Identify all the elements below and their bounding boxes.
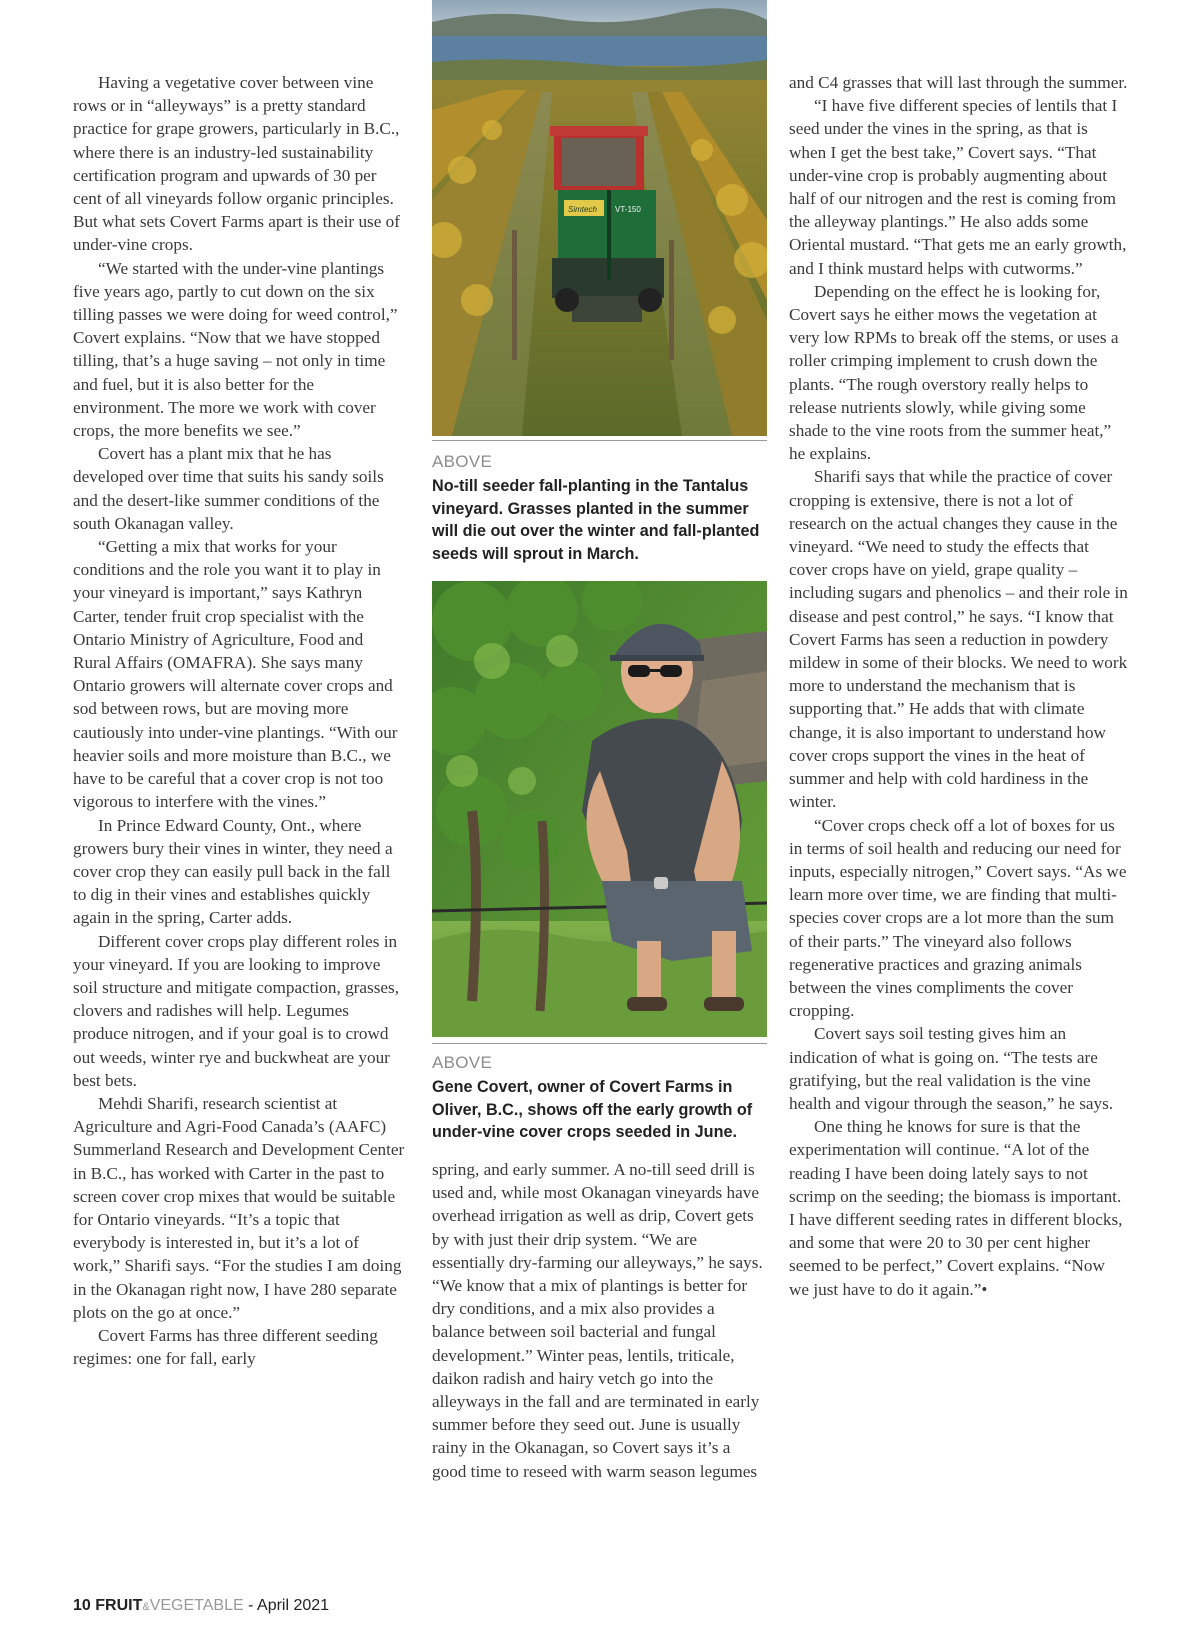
paragraph: One thing he knows for sure is that the experimentation will continue. “A lot of the reading I have been doing lately says to not scrimp on the seeding; the biomass is important. I have different seeding rates in different blocks, and some that were 20 to 30 per cent higher seemed to be perfect,” Covert explains. “Now we just have to do it again.”• — [789, 1117, 1123, 1299]
article-column-left — [73, 71, 405, 1370]
magazine-name-amp: & — [142, 1601, 150, 1613]
paragraph: Sharifi says that while the practice of cover cropping is extensive, there is not a lot of research on the actual changes they cause in the vineyard. “We need to study the effects that cover crops have on yield, grape quality – including sugars and phenolics – and their role in disease and pest control,” he says. “I know that Covert Farms has seen a reduction in powdery mildew in some of their blocks. We need to work more to understand the mechanism that is supporting that.” He adds that with climate change, it is also important to understand how cover crops support the vines in the heat of summer and help with cold hardiness in the winter. — [789, 467, 1128, 812]
covert-photo-caption: Gene Covert, owner of Covert Farms in Oliver, B.C., shows off the early growth of under-vine cover crops seeded in June. — [432, 1078, 753, 1141]
gene-covert-photo — [432, 581, 767, 1037]
page-number: 10 — [73, 1597, 91, 1614]
paragraph: Depending on the effect he is looking for, Covert says he either mows the vegetation at very low RPMs to break off the stems, or uses a roller crimping implement to crush down the plants. “The rough overstory really helps to release nutrients slowly, while giving some shade to the vine roots from the summer heat,” he explains. — [789, 281, 1119, 464]
paragraph: Having a vegetative cover between vine rows or in “alleyways” is a pretty standard practice for grape growers, particularly in B.C., where there is an industry-led sustainability certification program and upwards of 30 per cent of all vineyards follow organic principles. But what sets Covert Farms apart is their use of under-vine crops. — [73, 73, 400, 255]
caption-rule — [432, 1043, 767, 1044]
paragraph: In Prince Edward County, Ont., where growers bury their vines in winter, they need a cover crop they can easily pull back in the fall to dig in their vines and establishes quickly again in the spring, Carter adds. — [73, 815, 393, 928]
caption-label: ABOVE — [432, 452, 493, 471]
paragraph: Different cover crops play different roles in your vineyard. If you are looking to improve soil structure and mitigate compaction, grasses, clovers and radishes will help. Legumes produce nitrogen, and if your goal is to crowd out weeds, winter rye and buckwheat are your best bets. — [73, 931, 400, 1090]
paragraph: Mehdi Sharifi, research scientist at Agriculture and Agri-Food Canada’s (AAFC) Summerland Research and Development Center in B.C., has worked with Carter in the past to screen cover crop mixes that would be suitable for Ontario vineyards. “It’s a topic that everybody is interested in, but it’s a lot of work,” Sharifi says. “For the studies I am doing in the Okanagan right now, I have 280 separate plots on the go at once.” — [73, 1093, 405, 1322]
caption-label: ABOVE — [432, 1053, 493, 1072]
paragraph: spring, and early summer. A no-till seed drill is used and, while most Okanagan vineyards have overhead irrigation as well as drip, Covert gets by with just their drip system. “We are essentially dry-farming our alleyways,” he says. “We know that a mix of plantings is better for dry conditions, and a mix also provides a balance between soil bacterial and fungal development.” Winter peas, lentils, triticale, daikon radish and hairy vetch go into the alleyways in the fall and are terminated in early summer before they seed out. June is usually rainy in the Okanagan, so Covert says it’s a good time to reseed with warm season legumes — [432, 1160, 763, 1481]
page-footer — [73, 1597, 329, 1615]
seeder-brand-text: Simtech — [568, 205, 597, 214]
paragraph: Covert says soil testing gives him an indication of what is going on. “The tests are gratifying, but the real validation is the vine health and vigour through the season,” he says. — [789, 1024, 1114, 1113]
paragraph: “We started with the under-vine plantings five years ago, partly to cut down on the six tilling passes we were doing for weed control,” Covert explains. “Now that we have stopped tilling, that’s a huge saving – not only in time and fuel, but it is also better for the environment. The more we work with cover crops, the more benefits we see.” — [73, 258, 398, 441]
paragraph: Covert Farms has three different seeding regimes: one for fall, early — [73, 1325, 378, 1369]
paragraph: Covert has a plant mix that he has developed over time that suits his sandy soils and the desert-like summer conditions of the south Okanagan valley. — [73, 444, 384, 533]
article-column-middle — [432, 1158, 767, 1483]
issue-date: - April 2021 — [248, 1597, 330, 1614]
paragraph: “Getting a mix that works for your conditions and the role you want it to play in your vineyard is important,” says Kathryn Carter, tender fruit crop specialist with the Ontario Ministry of Agriculture, Food and Rural Affairs (OMAFRA). She says many Ontario growers will alternate cover crops and sod between rows, but are moving more cautiously into under-vine plantings. “With our heavier soils and more moisture than B.C., we have to be careful that a cover crop is not too vigorous to interfere with the vines.” — [73, 537, 398, 812]
seeder-photo — [432, 0, 767, 436]
seeder-photo-caption: No-till seeder fall-planting in the Tantalus vineyard. Grasses planted in the summer will die out over the winter and fall-planted seeds will sprout in March. — [432, 477, 760, 563]
magazine-name-vegetable: VEGETABLE — [149, 1597, 244, 1614]
paragraph: “I have five different species of lentils that I seed under the vines in the spring, as that is when I get the best take,” Covert says. “That under-vine crop is probably augmenting about half of our nitrogen and the rest is coming from the alleyway plantings.” He also adds some Oriental mustard. “That gets me an early growth, and I think mustard helps with cutworms.” — [789, 96, 1127, 278]
caption-rule — [432, 440, 767, 441]
seeder-model-text: VT-150 — [615, 205, 641, 214]
paragraph: and C4 grasses that will last through the summer. — [789, 73, 1128, 92]
article-column-right — [789, 71, 1129, 1301]
magazine-name-fruit: FRUIT — [95, 1597, 143, 1614]
paragraph: “Cover crops check off a lot of boxes for us in terms of soil health and reducing our need for inputs, especially nitrogen,” Covert says. “As we learn more over time, we are finding that multi-species cover crops are a lot more than the sum of their parts.” The vineyard also follows regenerative practices and grazing animals between the vines compliments the cover cropping. — [789, 815, 1127, 1021]
